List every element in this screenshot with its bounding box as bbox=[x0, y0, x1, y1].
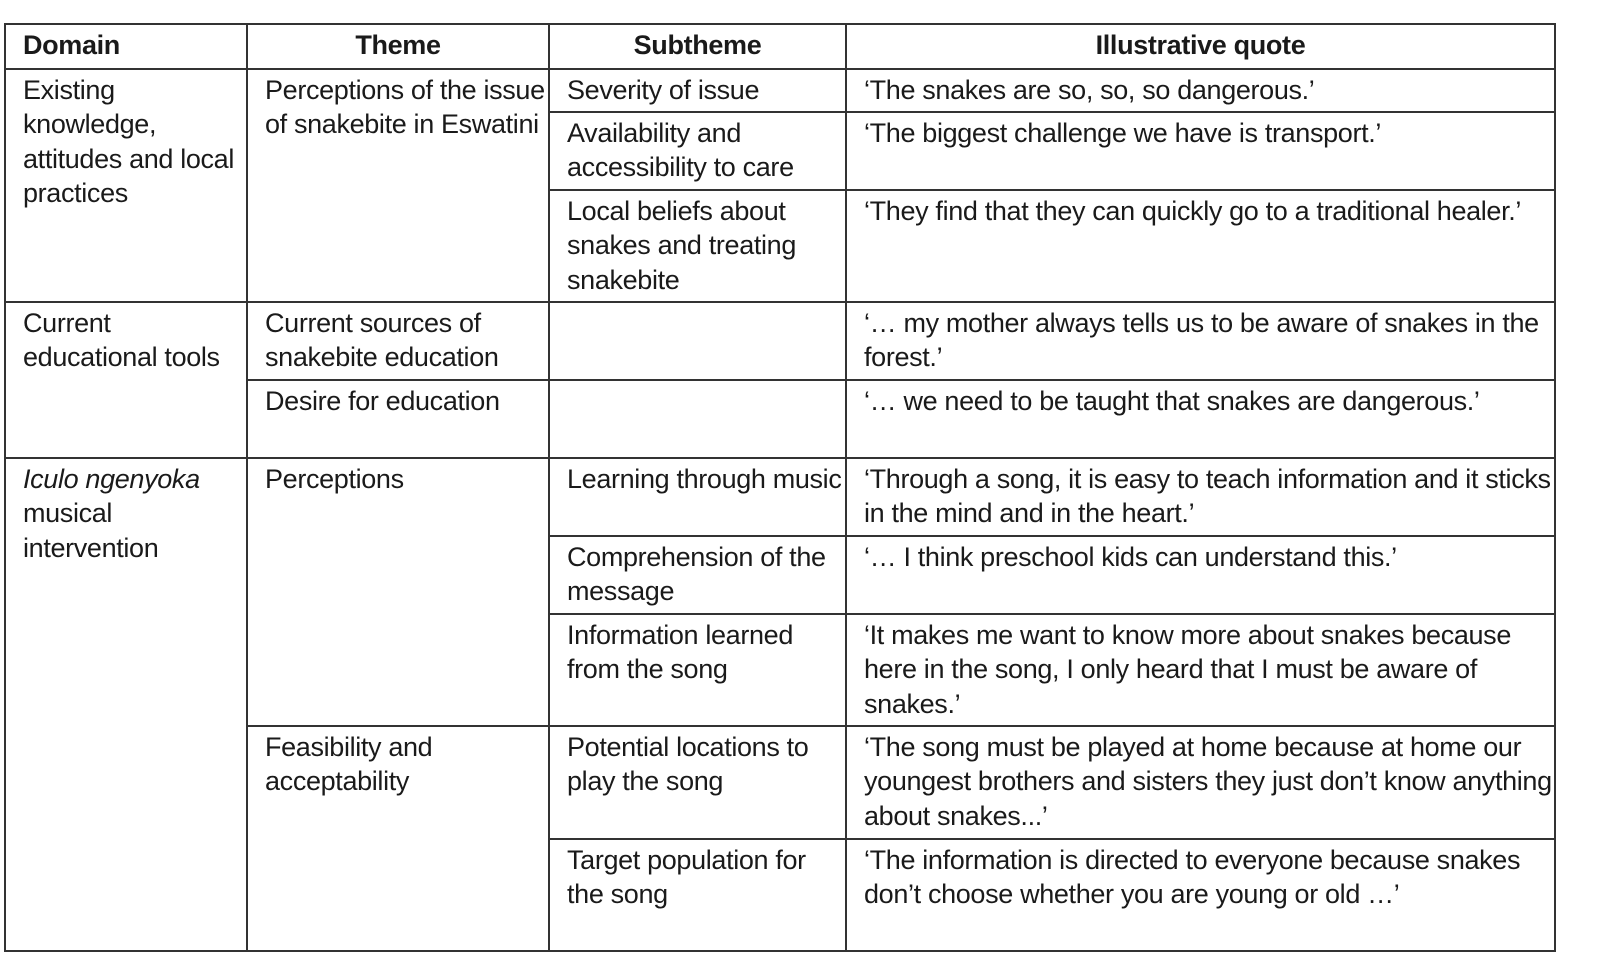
header-quote: Illustrative quote bbox=[846, 24, 1555, 69]
quote-cell: ‘… we need to be taught that snakes are dangerous.’ bbox=[846, 380, 1555, 458]
table-row bbox=[5, 302, 1555, 380]
subtheme-cell: Availability and accessibility to care bbox=[549, 112, 846, 190]
themes-table bbox=[4, 23, 1556, 952]
subtheme-cell: Information learned from the song bbox=[549, 614, 846, 726]
subtheme-cell: Severity of issue bbox=[549, 69, 846, 112]
subtheme-cell: Potential locations to play the song bbox=[549, 726, 846, 839]
quote-cell: ‘… I think preschool kids can understand this.’ bbox=[846, 536, 1555, 614]
domain-cell bbox=[5, 458, 247, 951]
subtheme-cell: Comprehension of the message bbox=[549, 536, 846, 614]
domain-label-rest: musical intervention bbox=[23, 498, 159, 563]
quote-cell: ‘… my mother always tells us to be aware of snakes in the forest.’ bbox=[846, 302, 1555, 380]
domain-label-italic: Iculo ngenyoka bbox=[23, 464, 200, 494]
header-theme: Theme bbox=[247, 24, 549, 69]
domain-cell: Current educational tools bbox=[5, 302, 247, 458]
quote-cell: ‘It makes me want to know more about snakes because here in the song, I only heard that I must be aware of snakes.’ bbox=[846, 614, 1555, 726]
table-row bbox=[5, 458, 1555, 536]
domain-cell: Existing knowledge, attitudes and local practices bbox=[5, 69, 247, 302]
theme-cell: Current sources of snakebite education bbox=[247, 302, 549, 380]
quote-cell: ‘The song must be played at home because at home our youngest brothers and sisters they just don’t know anything about snakes...’ bbox=[846, 726, 1555, 839]
subtheme-cell bbox=[549, 380, 846, 458]
subtheme-cell: Learning through music bbox=[549, 458, 846, 536]
table-row bbox=[5, 69, 1555, 112]
header-subtheme: Subtheme bbox=[549, 24, 846, 69]
quote-cell: ‘The snakes are so, so, so dangerous.’ bbox=[846, 69, 1555, 112]
quote-cell: ‘They find that they can quickly go to a traditional healer.’ bbox=[846, 190, 1555, 302]
subtheme-cell: Target population for the song bbox=[549, 839, 846, 951]
theme-cell: Perceptions bbox=[247, 458, 549, 726]
subtheme-cell bbox=[549, 302, 846, 380]
header-row bbox=[5, 24, 1555, 69]
header-domain: Domain bbox=[5, 24, 247, 69]
theme-cell: Feasibility and acceptability bbox=[247, 726, 549, 951]
subtheme-cell: Local beliefs about snakes and treating snakebite bbox=[549, 190, 846, 302]
theme-cell: Perceptions of the issue of snakebite in Eswatini bbox=[247, 69, 549, 302]
quote-cell: ‘The information is directed to everyone because snakes don’t choose whether you are young or old …’ bbox=[846, 839, 1555, 951]
theme-cell: Desire for education bbox=[247, 380, 549, 458]
quote-cell: ‘The biggest challenge we have is transport.’ bbox=[846, 112, 1555, 190]
quote-cell: ‘Through a song, it is easy to teach information and it sticks in the mind and in the heart.’ bbox=[846, 458, 1555, 536]
